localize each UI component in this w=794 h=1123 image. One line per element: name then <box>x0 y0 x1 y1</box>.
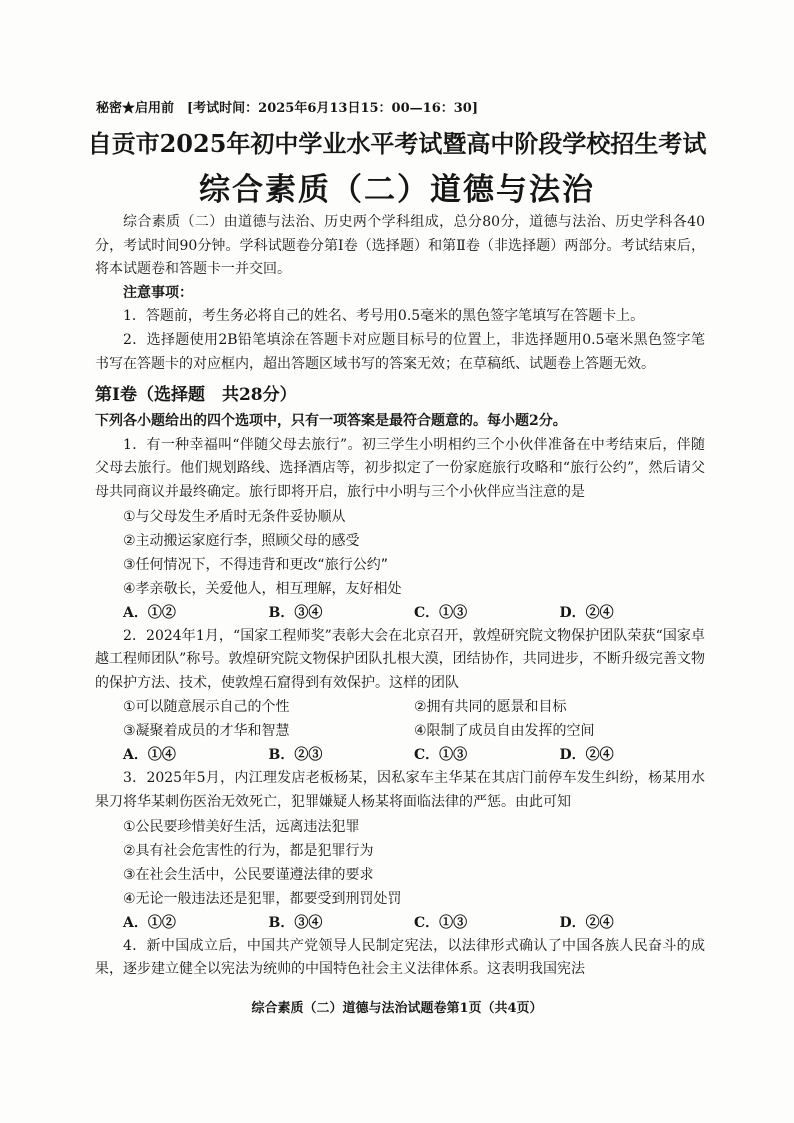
question-option: ③任何情况下，不得违背和更改“旅行公约” <box>123 556 389 573</box>
question-option: ①可以随意展示自己的个性 <box>123 699 290 716</box>
answer-c: C．①③ <box>414 604 468 621</box>
option-row <box>95 695 705 719</box>
answer-c: C．①③ <box>414 747 468 764</box>
question-stem: 2．2024年1月，“国家工程师奖”表彰大会在北京召开，敦煌研究院文物保护团队荣获“国家卓越工程师团队”称号。敦煌研究院文物保护团队扎根大漠，团结协作，共同进步，不断升级完善文物的保护方法、技术，使敦煌石窟得到有效保护。这样的团队 <box>95 627 705 691</box>
page-footer: 综合素质（二）道德与法治试题卷第1页（共4页） <box>251 1001 543 1016</box>
exam-body <box>95 211 705 982</box>
option-row <box>95 719 705 743</box>
question-option: ③在社会生活中，公民要谨遵法律的要求 <box>123 866 374 883</box>
question-option: ④无论一般违法还是犯罪，都要受到刑罚处罚 <box>123 890 402 907</box>
note-item: 1．答题前，考生务必将自己的姓名、考号用0.5毫米的黑色签字笔填写在答题卡上。 <box>123 308 645 325</box>
answer-choices <box>95 601 705 625</box>
subject-title: 综合素质（二）道德与法治 <box>199 172 595 208</box>
answer-a: A．①④ <box>123 747 176 764</box>
section-instruction: 下列各小题给出的四个选项中，只有一项答案是最符合题意的。每小题2分。 <box>95 413 567 430</box>
secret-exam-time: 秘密★启用前 [考试时间：2025年6月13日15：00—16：30] <box>96 101 478 116</box>
question-option: ④限制了成员自由发挥的空间 <box>414 723 595 740</box>
question-option: ①与父母发生矛盾时无条件妥协顺从 <box>123 508 346 525</box>
question-stem: 3．2025年5月，内江理发店老板杨某，因私家车主华某在其店门前停车发生纠纷，杨某用水果刀将华某刺伤医治无效死亡，犯罪嫌疑人杨某将面临法律的严惩。由此可知 <box>95 770 705 810</box>
answer-b: B．③④ <box>268 604 323 621</box>
question-option: ②主动搬运家庭行李，照顾父母的感受 <box>123 532 360 549</box>
answer-choices <box>95 743 705 767</box>
answer-choices <box>95 911 705 935</box>
notes-heading: 注意事项： <box>123 284 193 301</box>
question-option: ②拥有共同的愿景和目标 <box>414 699 567 716</box>
answer-c: C．①③ <box>414 914 468 931</box>
answer-d: D．②④ <box>559 914 614 931</box>
note-item: 2．选择题使用2B铅笔填涂在答题卡对应题目标号的位置上，非选择题用0.5毫米黑色签字笔书写在答题卡的对应框内，超出答题区域书写的答案无效；在草稿纸、试题卷上答题无效。 <box>95 331 705 372</box>
question-option: ①公民要珍惜美好生活，远离违法犯罪 <box>123 818 360 835</box>
answer-d: D．②④ <box>559 604 614 621</box>
question-stem: 1．有一种幸福叫“伴随父母去旅行”。初三学生小明相约三个小伙伴准备在中考结束后，伴随父母去旅行。他们规划路线、选择酒店等，初步拟定了一份家庭旅行攻略和“旅行公约”，然后请父母共同商议并最终确定。旅行即将开启，旅行中小明与三个小伙伴应当注意的是 <box>95 436 705 500</box>
exam-title: 自贡市2025年初中学业水平考试暨高中阶段学校招生考试 <box>87 129 707 158</box>
answer-d: D．②④ <box>559 747 614 764</box>
answer-b: B．②③ <box>268 747 323 764</box>
question-option: ③凝聚着成员的才华和智慧 <box>123 723 290 740</box>
section-title: 第Ⅰ卷（选择题 共28分） <box>95 385 297 406</box>
answer-a: A．①② <box>123 914 176 931</box>
intro-paragraph: 综合素质（二）由道德与法治、历史两个学科组成，总分80分，道德与法治、历史学科各40分，考试时间90分钟。学科试题卷分第Ⅰ卷（选择题）和第Ⅱ卷（非选择题）两部分。考试结束后，将本试题卷和答题卡一并交回。 <box>95 214 705 278</box>
answer-b: B．③④ <box>268 914 323 931</box>
question-option: ②具有社会危害性的行为，都是犯罪行为 <box>123 842 374 859</box>
question-stem: 4．新中国成立后，中国共产党领导人民制定宪法，以法律形式确认了中国各族人民奋斗的成果，逐步建立健全以宪法为统帅的中国特色社会主义法律体系。这表明我国宪法 <box>95 937 705 978</box>
answer-a: A．①② <box>123 604 176 621</box>
question-option: ④孝亲敬长，关爱他人，相互理解，友好相处 <box>123 580 402 597</box>
